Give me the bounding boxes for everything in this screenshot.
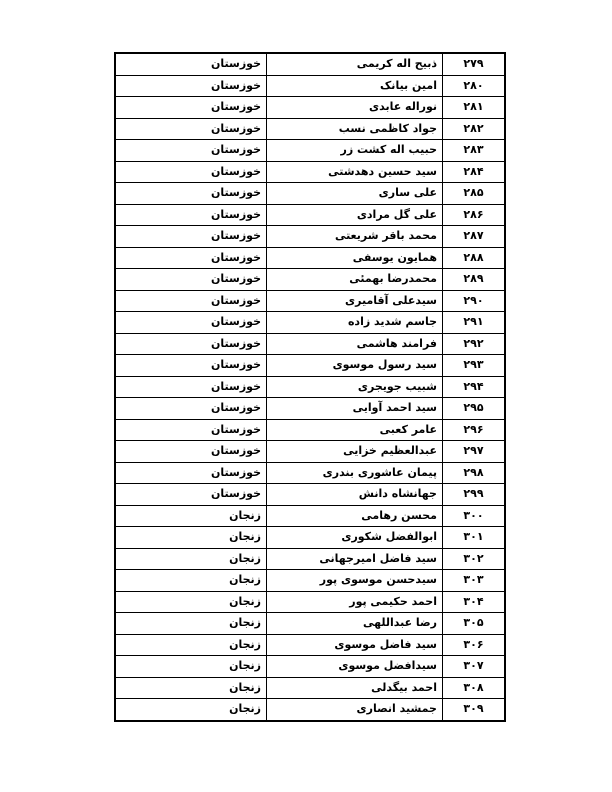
province-cell: زنجان [115, 634, 267, 656]
table-row [115, 290, 505, 312]
name-cell: همایون یوسفی [267, 247, 443, 269]
table-row [115, 484, 505, 506]
name-cell: جاسم شدید زاده [267, 312, 443, 334]
table-row [115, 333, 505, 355]
row-number-cell: ۳۰۴ [443, 591, 506, 613]
row-number-cell: ۲۹۳ [443, 355, 506, 377]
row-number-cell: ۲۹۸ [443, 462, 506, 484]
province-cell: خوزستان [115, 161, 267, 183]
table-row [115, 355, 505, 377]
province-cell: زنجان [115, 570, 267, 592]
table-row [115, 97, 505, 119]
province-cell: خوزستان [115, 226, 267, 248]
province-cell: زنجان [115, 591, 267, 613]
name-cell: علی ساری [267, 183, 443, 205]
row-number-cell: ۲۸۰ [443, 75, 506, 97]
table-row [115, 53, 505, 75]
row-number-cell: ۲۹۰ [443, 290, 506, 312]
row-number-cell: ۲۸۴ [443, 161, 506, 183]
province-cell: خوزستان [115, 118, 267, 140]
table-row [115, 161, 505, 183]
name-cell: فرامند هاشمی [267, 333, 443, 355]
row-number-cell: ۳۰۸ [443, 677, 506, 699]
row-number-cell: ۲۹۶ [443, 419, 506, 441]
row-number-cell: ۳۰۶ [443, 634, 506, 656]
province-cell: خوزستان [115, 183, 267, 205]
row-number-cell: ۲۸۷ [443, 226, 506, 248]
table-row [115, 140, 505, 162]
province-cell: زنجان [115, 699, 267, 721]
row-number-cell: ۲۸۳ [443, 140, 506, 162]
table-row [115, 677, 505, 699]
roster-table [114, 52, 506, 722]
name-cell: ذبیح اله کریمی [267, 53, 443, 75]
province-cell: زنجان [115, 505, 267, 527]
table-row [115, 419, 505, 441]
name-cell: سید فاضل موسوی [267, 634, 443, 656]
row-number-cell: ۳۰۹ [443, 699, 506, 721]
table-row [115, 247, 505, 269]
name-cell: عبدالعظیم خزایی [267, 441, 443, 463]
province-cell: خوزستان [115, 53, 267, 75]
table-row [115, 398, 505, 420]
name-cell: پیمان عاشوری بندری [267, 462, 443, 484]
row-number-cell: ۲۹۷ [443, 441, 506, 463]
row-number-cell: ۲۹۹ [443, 484, 506, 506]
row-number-cell: ۳۰۲ [443, 548, 506, 570]
province-cell: خوزستان [115, 419, 267, 441]
roster-table-wrapper [114, 52, 501, 722]
name-cell: جواد کاظمی نسب [267, 118, 443, 140]
name-cell: علی گل مرادی [267, 204, 443, 226]
table-row [115, 226, 505, 248]
row-number-cell: ۲۸۸ [443, 247, 506, 269]
province-cell: خوزستان [115, 97, 267, 119]
table-row [115, 591, 505, 613]
province-cell: خوزستان [115, 441, 267, 463]
name-cell: ابوالفضل شکوری [267, 527, 443, 549]
row-number-cell: ۲۸۲ [443, 118, 506, 140]
name-cell: نوراله عابدی [267, 97, 443, 119]
table-row [115, 376, 505, 398]
province-cell: زنجان [115, 677, 267, 699]
table-row [115, 204, 505, 226]
name-cell: سید احمد آوایی [267, 398, 443, 420]
row-number-cell: ۲۸۹ [443, 269, 506, 291]
row-number-cell: ۲۹۲ [443, 333, 506, 355]
table-row [115, 527, 505, 549]
row-number-cell: ۲۸۶ [443, 204, 506, 226]
table-row [115, 613, 505, 635]
row-number-cell: ۳۰۳ [443, 570, 506, 592]
name-cell: سیدعلی آقامیری [267, 290, 443, 312]
table-row [115, 570, 505, 592]
province-cell: خوزستان [115, 269, 267, 291]
province-cell: زنجان [115, 548, 267, 570]
row-number-cell: ۲۹۵ [443, 398, 506, 420]
name-cell: سید حسین دهدشتی [267, 161, 443, 183]
table-row [115, 312, 505, 334]
row-number-cell: ۲۸۵ [443, 183, 506, 205]
row-number-cell: ۳۰۷ [443, 656, 506, 678]
province-cell: خوزستان [115, 376, 267, 398]
name-cell: محمدرضا بهمئی [267, 269, 443, 291]
table-row [115, 75, 505, 97]
province-cell: خوزستان [115, 333, 267, 355]
table-row [115, 656, 505, 678]
table-row [115, 548, 505, 570]
name-cell: سید رسول موسوی [267, 355, 443, 377]
province-cell: خوزستان [115, 484, 267, 506]
name-cell: عامر کعبی [267, 419, 443, 441]
province-cell: خوزستان [115, 290, 267, 312]
name-cell: جهانشاه دانش [267, 484, 443, 506]
name-cell: احمد بیگدلی [267, 677, 443, 699]
table-row [115, 505, 505, 527]
row-number-cell: ۳۰۵ [443, 613, 506, 635]
name-cell: محمد باقر شریعتی [267, 226, 443, 248]
province-cell: زنجان [115, 613, 267, 635]
name-cell: محسن رهامی [267, 505, 443, 527]
province-cell: خوزستان [115, 247, 267, 269]
table-row [115, 118, 505, 140]
name-cell: سیدحسن موسوی پور [267, 570, 443, 592]
name-cell: امین بیانک [267, 75, 443, 97]
table-row [115, 441, 505, 463]
province-cell: خوزستان [115, 398, 267, 420]
province-cell: خوزستان [115, 462, 267, 484]
province-cell: خوزستان [115, 204, 267, 226]
roster-table-body [115, 53, 505, 721]
province-cell: خوزستان [115, 355, 267, 377]
table-row [115, 634, 505, 656]
table-row [115, 269, 505, 291]
row-number-cell: ۲۹۴ [443, 376, 506, 398]
row-number-cell: ۲۷۹ [443, 53, 506, 75]
table-row [115, 699, 505, 721]
province-cell: زنجان [115, 656, 267, 678]
name-cell: جمشید انصاری [267, 699, 443, 721]
row-number-cell: ۳۰۰ [443, 505, 506, 527]
row-number-cell: ۲۸۱ [443, 97, 506, 119]
name-cell: شبیب جویجری [267, 376, 443, 398]
name-cell: سیدافضل موسوی [267, 656, 443, 678]
name-cell: حبیب اله کشت زر [267, 140, 443, 162]
table-row [115, 462, 505, 484]
name-cell: رضا عبداللهی [267, 613, 443, 635]
province-cell: خوزستان [115, 140, 267, 162]
province-cell: خوزستان [115, 312, 267, 334]
province-cell: زنجان [115, 527, 267, 549]
row-number-cell: ۲۹۱ [443, 312, 506, 334]
province-cell: خوزستان [115, 75, 267, 97]
name-cell: احمد حکیمی پور [267, 591, 443, 613]
row-number-cell: ۳۰۱ [443, 527, 506, 549]
table-row [115, 183, 505, 205]
name-cell: سید فاضل امیرجهانی [267, 548, 443, 570]
